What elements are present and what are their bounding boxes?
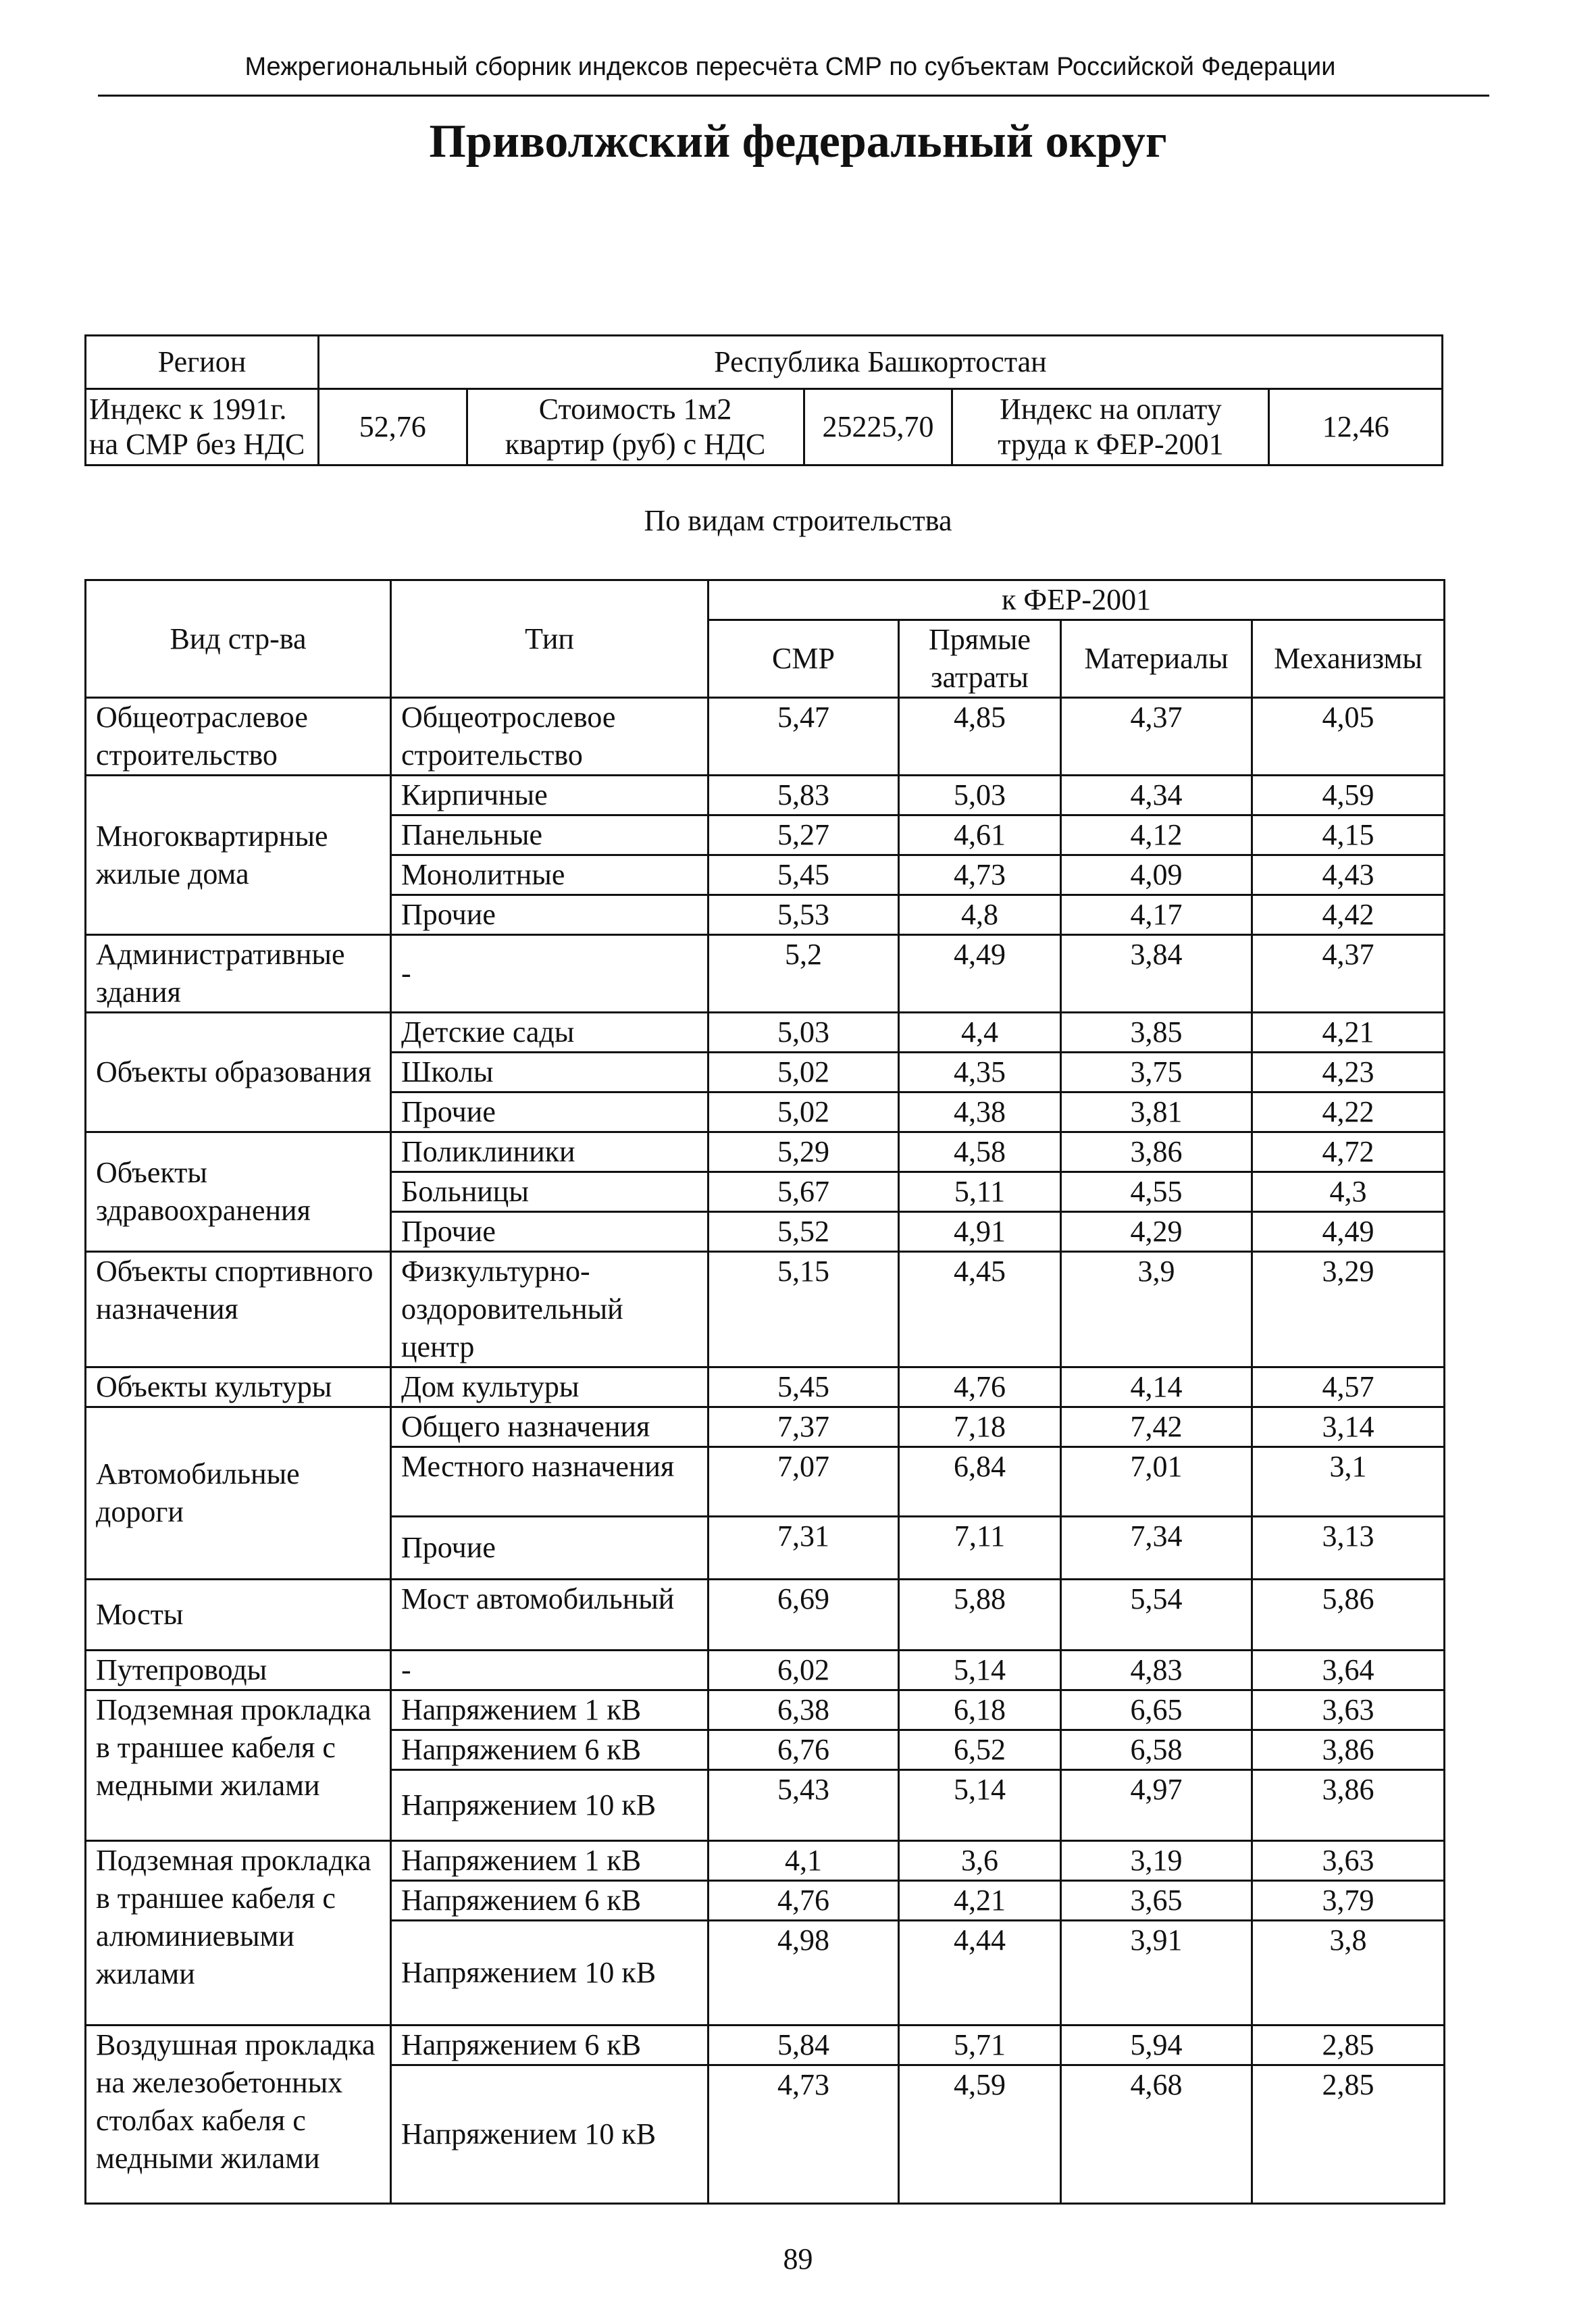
header-rule [98, 95, 1489, 97]
cell-kind: Подземная прокладка в траншее кабеля с алюминиевыми жилами [86, 1841, 391, 2026]
col-header-materials: Материалы [1061, 620, 1252, 698]
cell-smr: 7,07 [709, 1447, 899, 1517]
col-header-direct-line1: Прямые [929, 623, 1031, 656]
col-header-direct [899, 620, 1061, 698]
cell-machines: 4,15 [1252, 815, 1445, 855]
cell-smr: 7,31 [709, 1517, 899, 1580]
labor-index-label [952, 389, 1269, 466]
region-label: Регион [86, 336, 319, 389]
page-number: 89 [783, 2242, 813, 2275]
construction-index-table [84, 579, 1445, 2205]
cell-type: Больницы [391, 1172, 709, 1212]
cell-machines: 4,59 [1252, 776, 1445, 815]
cell-materials: 4,37 [1061, 698, 1252, 776]
cell-direct: 4,58 [899, 1132, 1061, 1172]
table-row [86, 1013, 1445, 1053]
table-row [86, 1690, 1445, 1730]
cell-kind: Подземная прокладка в траншее кабеля с медными жилами [86, 1690, 391, 1841]
cell-kind: Объекты образования [86, 1013, 391, 1132]
cell-direct: 5,71 [899, 2026, 1061, 2065]
cell-type: - [391, 935, 709, 1013]
cell-materials: 4,97 [1061, 1770, 1252, 1841]
cell-machines: 3,86 [1252, 1770, 1445, 1841]
cell-kind: Объекты культуры [86, 1367, 391, 1407]
cell-smr: 4,98 [709, 1921, 899, 2026]
cell-machines: 4,42 [1252, 895, 1445, 935]
cell-type: Местного назначения [391, 1447, 709, 1517]
cell-materials: 3,75 [1061, 1053, 1252, 1092]
cell-machines: 3,79 [1252, 1881, 1445, 1921]
cell-type: Дом культуры [391, 1367, 709, 1407]
cell-materials: 6,58 [1061, 1730, 1252, 1770]
cell-smr: 4,73 [709, 2065, 899, 2204]
cell-kind: Общеотраслевое строительство [86, 698, 391, 776]
cell-smr: 4,76 [709, 1881, 899, 1921]
cell-machines: 3,13 [1252, 1517, 1445, 1580]
cell-direct: 5,88 [899, 1580, 1061, 1651]
labor-index-label-line2: труда к ФЕР-2001 [998, 428, 1224, 461]
cell-machines: 4,05 [1252, 698, 1445, 776]
cell-type: Напряжением 6 кВ [391, 1730, 709, 1770]
cell-machines: 4,21 [1252, 1013, 1445, 1053]
cell-smr: 5,83 [709, 776, 899, 815]
cell-type: Напряжением 6 кВ [391, 1881, 709, 1921]
cell-materials: 3,84 [1061, 935, 1252, 1013]
cell-machines: 4,22 [1252, 1092, 1445, 1132]
cell-type: Общеотрослевое строительство [391, 698, 709, 776]
cell-materials: 4,17 [1061, 895, 1252, 935]
cell-machines: 4,43 [1252, 855, 1445, 895]
cell-kind: Многоквартирные жилые дома [86, 776, 391, 935]
cell-materials: 4,09 [1061, 855, 1252, 895]
cell-materials: 4,12 [1061, 815, 1252, 855]
cell-materials: 3,19 [1061, 1841, 1252, 1881]
cell-direct: 4,8 [899, 895, 1061, 935]
table-row [86, 1580, 1445, 1651]
cell-type: Физкультурно-оздоровительный центр [391, 1252, 709, 1367]
cell-smr: 6,69 [709, 1580, 899, 1651]
cell-type: Напряжением 6 кВ [391, 2026, 709, 2065]
table-row [86, 2026, 1445, 2065]
cell-kind: Объекты спортивного назначения [86, 1252, 391, 1367]
cell-machines: 4,3 [1252, 1172, 1445, 1212]
cell-smr: 5,53 [709, 895, 899, 935]
cell-smr: 5,47 [709, 698, 899, 776]
cell-materials: 4,68 [1061, 2065, 1252, 2204]
cell-smr: 6,76 [709, 1730, 899, 1770]
cell-direct: 6,18 [899, 1690, 1061, 1730]
cell-materials: 4,55 [1061, 1172, 1252, 1212]
region-table [84, 334, 1443, 466]
cell-smr: 5,29 [709, 1132, 899, 1172]
cell-materials: 4,14 [1061, 1367, 1252, 1407]
table-row [86, 698, 1445, 776]
cell-machines: 3,86 [1252, 1730, 1445, 1770]
cell-materials: 4,83 [1061, 1651, 1252, 1690]
cell-type: Напряжением 1 кВ [391, 1690, 709, 1730]
cell-smr: 5,43 [709, 1770, 899, 1841]
cell-type: Монолитные [391, 855, 709, 895]
cell-direct: 4,59 [899, 2065, 1061, 2204]
cell-type: Детские сады [391, 1013, 709, 1053]
cell-direct: 4,4 [899, 1013, 1061, 1053]
cell-machines: 4,72 [1252, 1132, 1445, 1172]
cell-direct: 4,45 [899, 1252, 1061, 1367]
col-header-smr: СМР [709, 620, 899, 698]
cell-type: Школы [391, 1053, 709, 1092]
cell-materials: 3,91 [1061, 1921, 1252, 2026]
labor-index-label-line1: Индекс на оплату [1000, 393, 1222, 426]
cell-direct: 7,18 [899, 1407, 1061, 1447]
cell-direct: 4,61 [899, 815, 1061, 855]
cell-smr: 5,02 [709, 1092, 899, 1132]
col-header-machines: Механизмы [1252, 620, 1445, 698]
cell-smr: 5,03 [709, 1013, 899, 1053]
running-header: Межрегиональный сборник индексов пересчёта СМР по субъектам Российской Федерации [244, 53, 1336, 81]
cell-type: Кирпичные [391, 776, 709, 815]
index-1991-label-line1: Индекс к 1991г. [89, 393, 287, 426]
cell-kind: Автомобильные дороги [86, 1407, 391, 1580]
cell-type: Прочие [391, 1092, 709, 1132]
index-1991-value: 52,76 [318, 389, 467, 466]
col-header-group: к ФЕР-2001 [709, 580, 1445, 620]
cell-direct: 4,49 [899, 935, 1061, 1013]
cell-machines: 3,64 [1252, 1651, 1445, 1690]
table-row [86, 1367, 1445, 1407]
cell-type: Прочие [391, 895, 709, 935]
cell-direct: 4,21 [899, 1881, 1061, 1921]
cell-smr: 5,2 [709, 935, 899, 1013]
cell-direct: 5,14 [899, 1770, 1061, 1841]
cell-materials: 3,9 [1061, 1252, 1252, 1367]
table-row [86, 1841, 1445, 1881]
cell-direct: 4,38 [899, 1092, 1061, 1132]
cell-type: Напряжением 10 кВ [391, 1921, 709, 2026]
cell-type: Мост автомобильный [391, 1580, 709, 1651]
cost-label [467, 389, 804, 466]
cell-type: Панельные [391, 815, 709, 855]
index-1991-label [86, 389, 319, 466]
cell-materials: 3,85 [1061, 1013, 1252, 1053]
cell-direct: 4,35 [899, 1053, 1061, 1092]
cell-direct: 7,11 [899, 1517, 1061, 1580]
cell-smr: 5,52 [709, 1212, 899, 1252]
cell-smr: 7,37 [709, 1407, 899, 1447]
cell-type: Прочие [391, 1517, 709, 1580]
cell-smr: 5,45 [709, 1367, 899, 1407]
cell-machines: 3,1 [1252, 1447, 1445, 1517]
table-row [86, 1252, 1445, 1367]
table-row [86, 1651, 1445, 1690]
cell-machines: 4,49 [1252, 1212, 1445, 1252]
cell-machines: 3,29 [1252, 1252, 1445, 1367]
cell-machines: 3,63 [1252, 1841, 1445, 1881]
cell-smr: 5,84 [709, 2026, 899, 2065]
cell-kind: Мосты [86, 1580, 391, 1651]
page-title: Приволжский федеральный округ [429, 116, 1167, 168]
cell-direct: 5,11 [899, 1172, 1061, 1212]
cell-machines: 2,85 [1252, 2026, 1445, 2065]
cell-materials: 7,01 [1061, 1447, 1252, 1517]
cell-materials: 7,42 [1061, 1407, 1252, 1447]
cell-smr: 6,02 [709, 1651, 899, 1690]
col-header-type: Тип [391, 580, 709, 698]
cell-materials: 4,29 [1061, 1212, 1252, 1252]
cell-materials: 3,81 [1061, 1092, 1252, 1132]
cell-machines: 4,37 [1252, 935, 1445, 1013]
cell-direct: 5,03 [899, 776, 1061, 815]
cell-type: Поликлиники [391, 1132, 709, 1172]
col-header-direct-line2: затраты [931, 661, 1029, 694]
cell-direct: 6,84 [899, 1447, 1061, 1517]
cell-machines: 4,57 [1252, 1367, 1445, 1407]
cell-machines: 4,23 [1252, 1053, 1445, 1092]
cost-label-line2: квартир (руб) с НДС [505, 428, 766, 461]
cell-machines: 2,85 [1252, 2065, 1445, 2204]
cost-label-line1: Стоимость 1м2 [538, 393, 732, 426]
col-header-kind: Вид стр-ва [86, 580, 391, 698]
cell-direct: 4,44 [899, 1921, 1061, 2026]
cell-kind: Путепроводы [86, 1651, 391, 1690]
cell-type: - [391, 1651, 709, 1690]
cell-materials: 4,34 [1061, 776, 1252, 815]
cell-materials: 6,65 [1061, 1690, 1252, 1730]
region-name: Республика Башкортостан [318, 336, 1442, 389]
section-subtitle: По видам строительства [644, 504, 952, 537]
cell-direct: 6,52 [899, 1730, 1061, 1770]
cell-smr: 4,1 [709, 1841, 899, 1881]
cell-smr: 5,45 [709, 855, 899, 895]
cell-machines: 3,63 [1252, 1690, 1445, 1730]
table-row [86, 1132, 1445, 1172]
cell-materials: 5,54 [1061, 1580, 1252, 1651]
table-row [86, 1407, 1445, 1447]
cell-type: Напряжением 10 кВ [391, 2065, 709, 2204]
cell-smr: 5,02 [709, 1053, 899, 1092]
cell-kind: Административные здания [86, 935, 391, 1013]
cell-type: Общего назначения [391, 1407, 709, 1447]
cell-type: Напряжением 10 кВ [391, 1770, 709, 1841]
cell-smr: 5,15 [709, 1252, 899, 1367]
cell-direct: 4,85 [899, 698, 1061, 776]
cell-type: Прочие [391, 1212, 709, 1252]
cell-kind: Воздушная прокладка на железобетонных столбах кабеля с медными жилами [86, 2026, 391, 2204]
cell-direct: 5,14 [899, 1651, 1061, 1690]
table-row [86, 935, 1445, 1013]
labor-index-value: 12,46 [1269, 389, 1443, 466]
cost-value: 25225,70 [804, 389, 952, 466]
cell-smr: 5,67 [709, 1172, 899, 1212]
cell-materials: 5,94 [1061, 2026, 1252, 2065]
cell-type: Напряжением 1 кВ [391, 1841, 709, 1881]
cell-machines: 3,8 [1252, 1921, 1445, 2026]
index-1991-label-line2: на СМР без НДС [89, 428, 305, 461]
table-row [86, 776, 1445, 815]
cell-direct: 4,73 [899, 855, 1061, 895]
cell-smr: 5,27 [709, 815, 899, 855]
cell-kind: Объекты здравоохранения [86, 1132, 391, 1252]
cell-materials: 3,86 [1061, 1132, 1252, 1172]
cell-materials: 3,65 [1061, 1881, 1252, 1921]
cell-materials: 7,34 [1061, 1517, 1252, 1580]
cell-direct: 4,91 [899, 1212, 1061, 1252]
cell-machines: 5,86 [1252, 1580, 1445, 1651]
cell-direct: 4,76 [899, 1367, 1061, 1407]
cell-smr: 6,38 [709, 1690, 899, 1730]
cell-machines: 3,14 [1252, 1407, 1445, 1447]
cell-direct: 3,6 [899, 1841, 1061, 1881]
